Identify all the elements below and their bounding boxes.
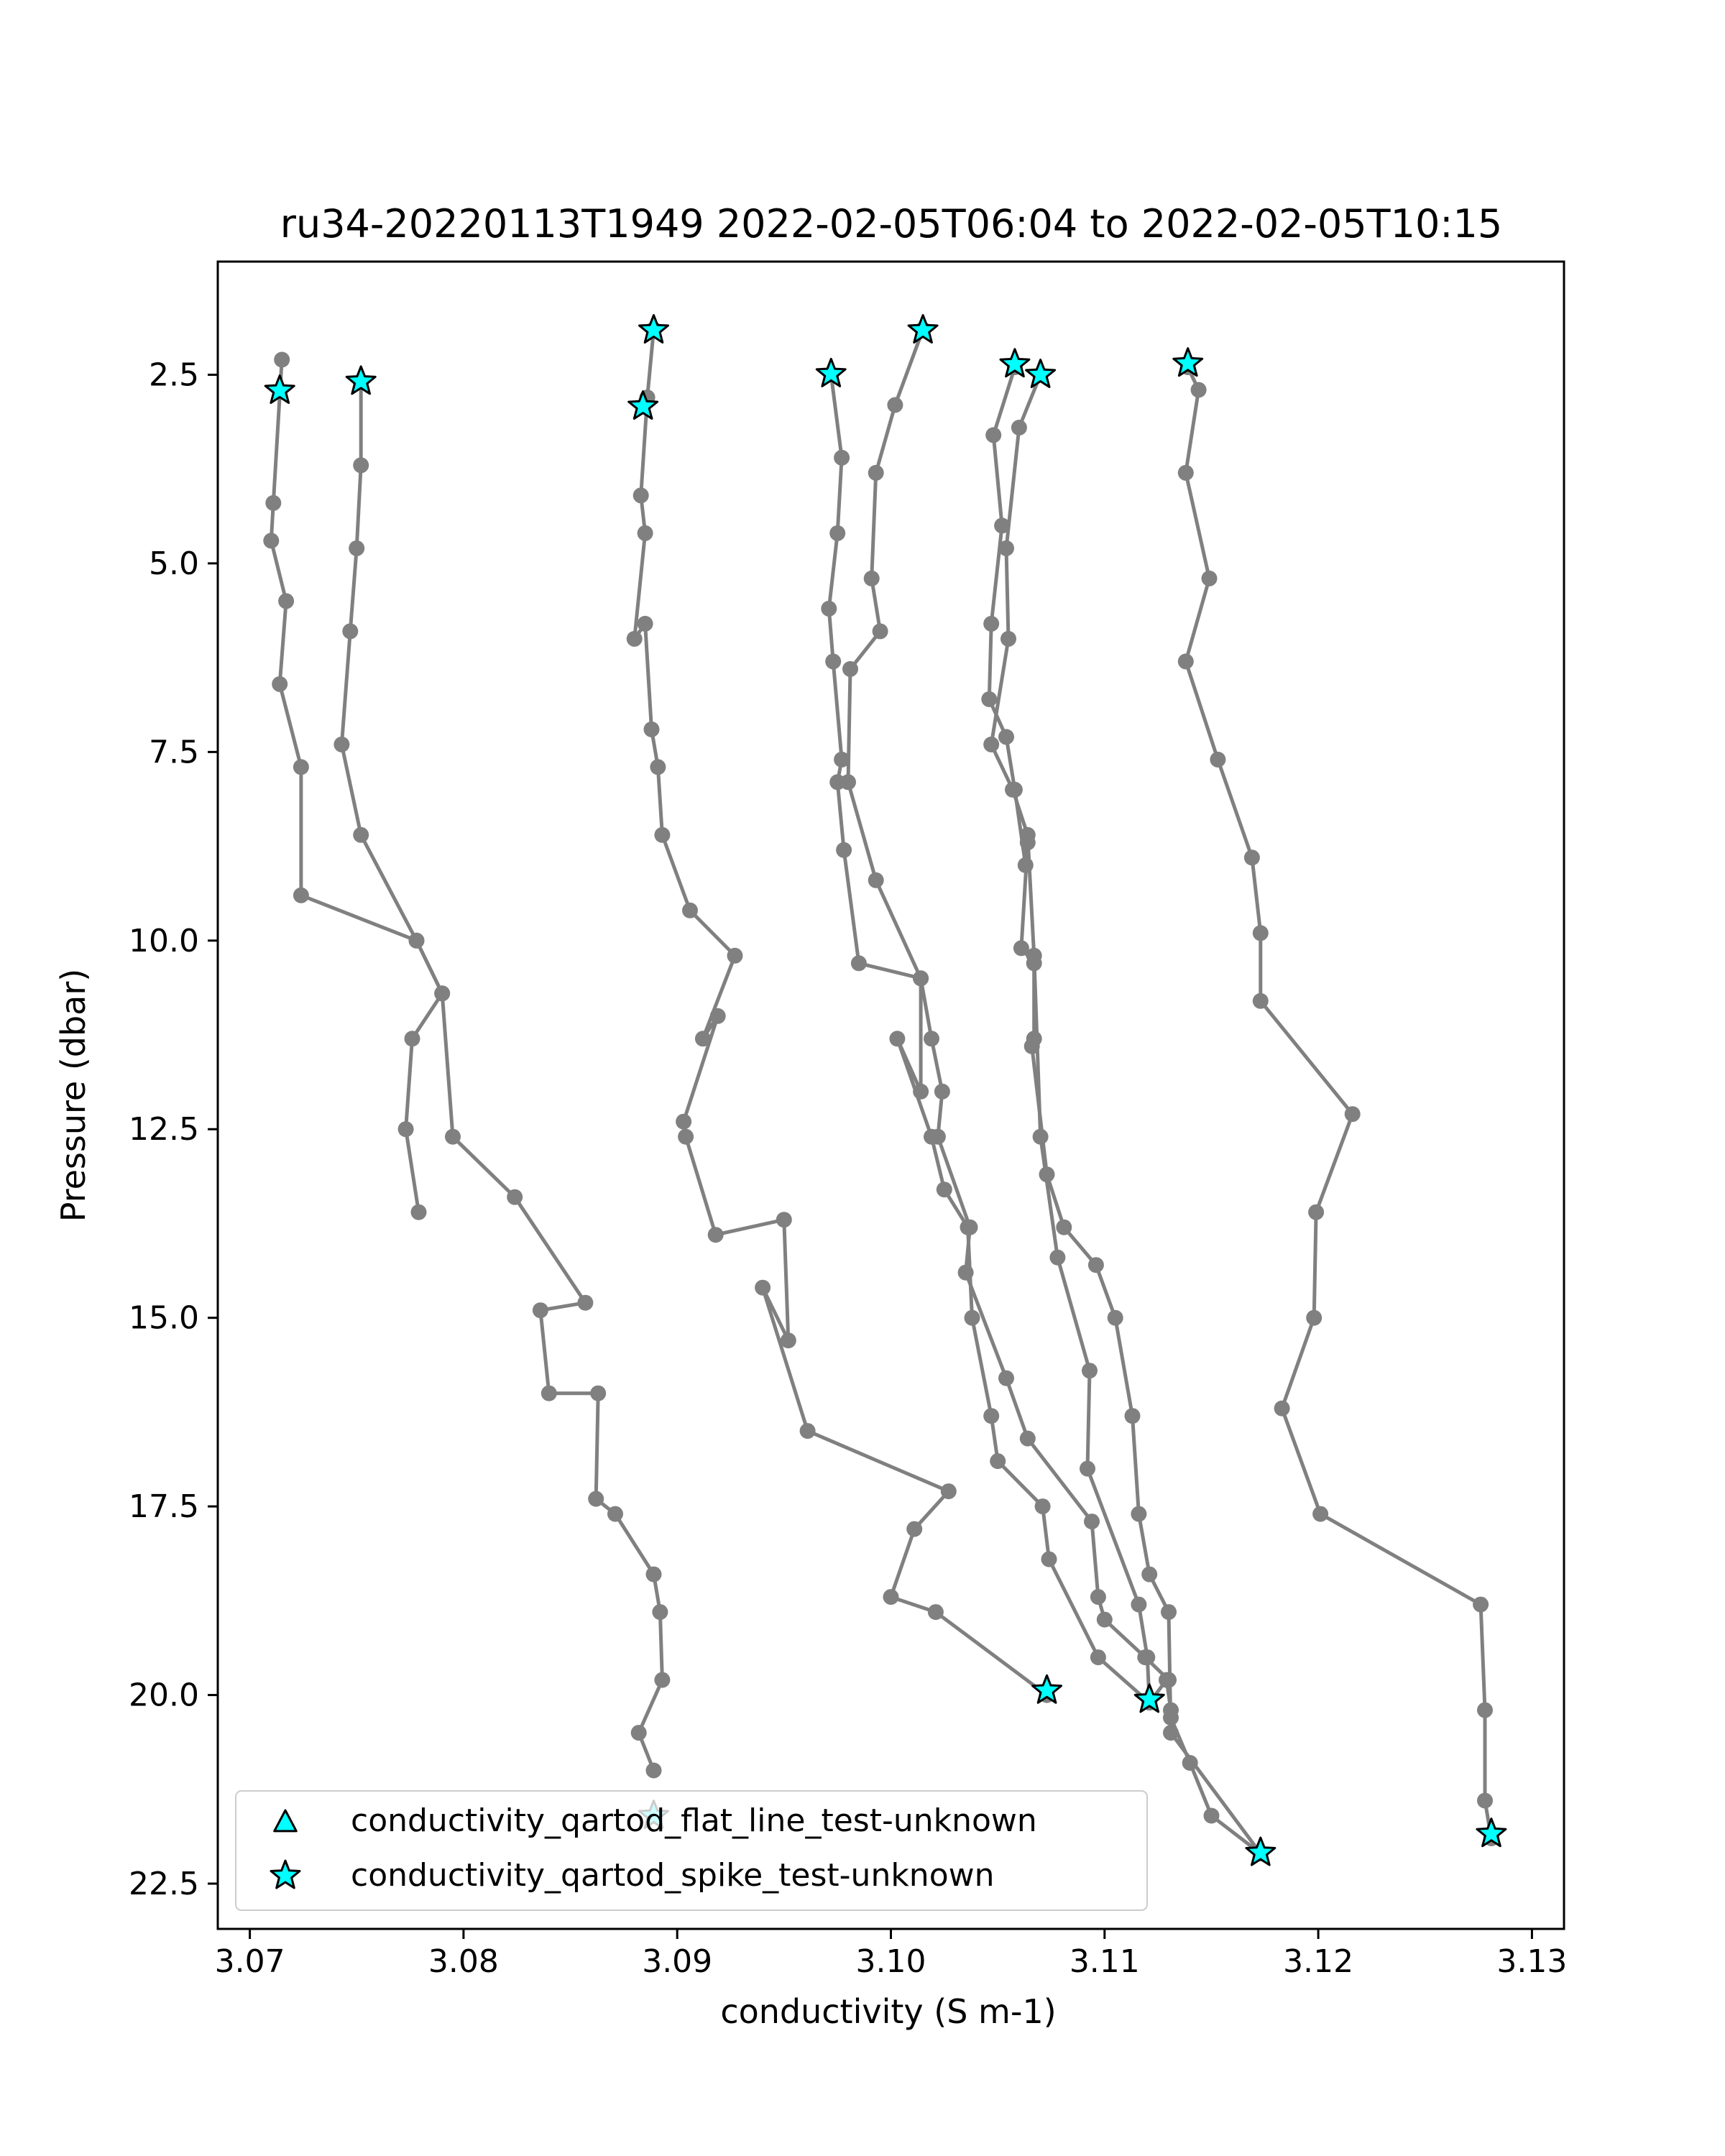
data-point — [983, 1408, 999, 1424]
data-point — [541, 1386, 557, 1401]
data-point — [1477, 1703, 1493, 1718]
data-point — [1020, 1431, 1036, 1447]
x-tick-label: 3.13 — [1496, 1943, 1568, 1980]
data-point — [1041, 1552, 1057, 1567]
data-point — [1163, 1725, 1179, 1741]
data-point — [958, 1265, 974, 1281]
data-point — [934, 1084, 950, 1100]
data-point — [676, 1114, 691, 1130]
x-tick-label: 3.07 — [214, 1943, 285, 1980]
y-tick-label: 17.5 — [129, 1488, 199, 1526]
data-point — [1108, 1310, 1123, 1326]
data-point — [1306, 1310, 1322, 1326]
data-point — [1000, 631, 1016, 647]
data-point — [1131, 1597, 1146, 1613]
data-point — [577, 1295, 593, 1311]
data-point — [873, 623, 888, 639]
data-point — [1125, 1408, 1141, 1424]
y-tick-label: 22.5 — [129, 1866, 199, 1903]
data-point — [405, 1031, 420, 1046]
data-point — [1159, 1672, 1174, 1688]
data-point — [607, 1506, 623, 1522]
data-point — [1253, 993, 1269, 1009]
data-point — [682, 903, 698, 918]
data-point — [1084, 1514, 1100, 1529]
data-point — [1026, 948, 1042, 964]
data-point — [829, 525, 845, 541]
data-point — [1082, 1363, 1098, 1378]
legend — [236, 1791, 1147, 1910]
data-point — [411, 1204, 427, 1220]
chart-title: ru34-20220113T1949 2022-02-05T06:04 to 2022-02-05T10:15 — [280, 201, 1503, 247]
data-point — [800, 1423, 816, 1439]
data-point — [1178, 653, 1194, 669]
data-point — [1139, 1649, 1155, 1665]
data-point — [941, 1483, 957, 1499]
data-point — [272, 676, 288, 692]
data-point — [913, 1084, 929, 1100]
data-point — [1090, 1589, 1106, 1605]
data-point — [695, 1031, 711, 1046]
data-point — [1312, 1506, 1328, 1522]
data-point — [776, 1212, 792, 1227]
data-point — [533, 1302, 548, 1318]
data-point — [1308, 1204, 1324, 1220]
data-point — [342, 623, 358, 639]
x-tick-label: 3.11 — [1069, 1943, 1140, 1980]
data-point — [1204, 1808, 1220, 1824]
y-tick-label: 12.5 — [129, 1111, 199, 1148]
data-point — [883, 1589, 899, 1605]
data-point — [1178, 465, 1194, 481]
data-point — [631, 1725, 647, 1741]
data-point — [650, 759, 666, 775]
x-tick-label: 3.09 — [642, 1943, 713, 1980]
data-point — [1088, 1257, 1104, 1273]
data-point — [1033, 1129, 1049, 1145]
data-point — [985, 427, 1001, 443]
data-point — [1274, 1401, 1290, 1416]
data-point — [293, 759, 309, 775]
data-point — [274, 352, 290, 368]
data-point — [588, 1491, 604, 1507]
data-point — [834, 450, 850, 466]
data-point — [353, 457, 369, 473]
data-point — [590, 1386, 606, 1401]
data-point — [627, 631, 643, 647]
data-point — [409, 933, 425, 949]
data-point — [652, 1604, 668, 1620]
data-point — [962, 1220, 978, 1235]
y-tick-label: 7.5 — [149, 734, 199, 771]
data-point — [851, 955, 867, 971]
data-point — [1244, 849, 1260, 865]
data-point — [887, 397, 903, 413]
x-tick-label: 3.12 — [1283, 1943, 1354, 1980]
data-point — [1056, 1220, 1072, 1235]
data-point — [864, 571, 880, 586]
data-point — [1161, 1604, 1177, 1620]
data-point — [349, 540, 364, 556]
data-point — [1473, 1597, 1489, 1613]
data-point — [913, 970, 929, 986]
data-point — [1090, 1649, 1106, 1665]
data-point — [755, 1280, 770, 1296]
data-point — [868, 872, 884, 888]
y-tick-label: 10.0 — [129, 922, 199, 959]
data-point — [1141, 1567, 1157, 1583]
data-point — [781, 1332, 796, 1348]
y-tick-label: 2.5 — [149, 356, 199, 394]
data-point — [928, 1604, 944, 1620]
data-point — [825, 653, 841, 669]
data-point — [1253, 925, 1269, 941]
data-point — [654, 827, 670, 843]
data-point — [263, 533, 279, 548]
data-point — [678, 1129, 694, 1145]
legend-label-spike: conductivity_qartod_spike_test-unknown — [351, 1857, 995, 1894]
data-point — [983, 616, 999, 632]
data-point — [998, 1370, 1014, 1386]
y-tick-label: 15.0 — [129, 1299, 199, 1337]
data-point — [1080, 1461, 1095, 1477]
data-point — [1097, 1612, 1113, 1628]
data-point — [633, 487, 649, 503]
y-tick-label: 5.0 — [149, 545, 199, 582]
data-point — [998, 540, 1014, 556]
data-point — [353, 827, 369, 843]
data-point — [1345, 1106, 1361, 1122]
legend-label-flat-line: conductivity_qartod_flat_line_test-unknown — [351, 1802, 1037, 1839]
data-point — [1035, 1498, 1051, 1514]
data-point — [842, 661, 858, 677]
data-point — [646, 1567, 662, 1583]
data-point — [990, 1453, 1006, 1469]
data-point — [840, 774, 856, 790]
y-axis-label: Pressure (dbar) — [54, 968, 93, 1222]
data-point — [434, 985, 450, 1001]
data-point — [710, 1008, 726, 1024]
data-point — [708, 1227, 724, 1243]
data-point — [646, 1763, 662, 1779]
data-point — [293, 888, 309, 903]
x-tick-label: 3.10 — [855, 1943, 926, 1980]
data-point — [644, 722, 660, 737]
data-point — [930, 1129, 946, 1145]
data-point — [924, 1031, 939, 1046]
data-point — [981, 691, 997, 707]
data-point — [1163, 1703, 1179, 1718]
data-point — [1210, 752, 1225, 768]
x-tick-label: 3.08 — [428, 1943, 499, 1980]
data-point — [1011, 420, 1027, 436]
data-point — [265, 495, 281, 511]
data-point — [836, 842, 852, 858]
x-axis-label: conductivity (S m-1) — [720, 1992, 1057, 2031]
data-point — [1005, 782, 1021, 798]
data-point — [1131, 1506, 1146, 1522]
data-point — [1477, 1793, 1493, 1809]
data-point — [1049, 1250, 1065, 1266]
data-point — [998, 729, 1014, 745]
data-point — [334, 737, 349, 752]
data-point — [1202, 571, 1218, 586]
data-point — [868, 465, 884, 481]
data-point — [889, 1031, 905, 1046]
data-point — [278, 593, 294, 609]
data-point — [965, 1310, 980, 1326]
data-point — [1020, 827, 1036, 843]
data-point — [937, 1181, 952, 1197]
data-point — [654, 1672, 670, 1688]
data-point — [638, 616, 653, 632]
y-tick-label: 20.0 — [129, 1677, 199, 1714]
data-point — [983, 737, 999, 752]
data-point — [445, 1129, 461, 1145]
data-point — [507, 1189, 523, 1205]
data-point — [398, 1121, 414, 1137]
data-point — [1191, 382, 1207, 398]
data-point — [821, 601, 837, 617]
data-point — [638, 525, 653, 541]
data-point — [906, 1521, 922, 1537]
data-point — [727, 948, 743, 964]
